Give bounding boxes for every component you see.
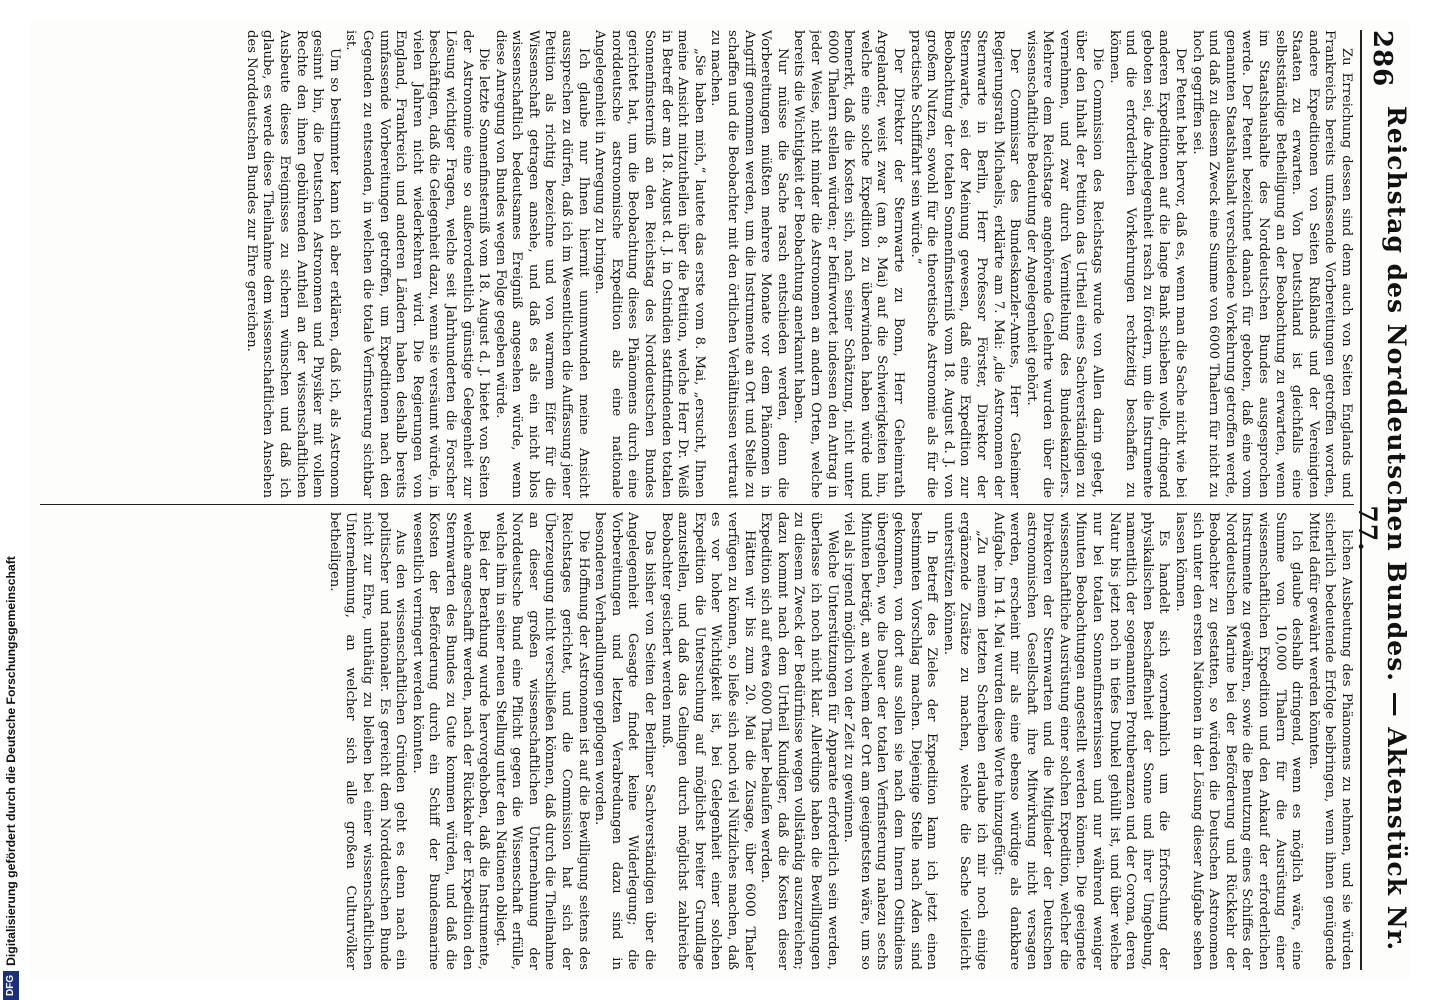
paragraph: Welche Unterstützungen für Apparate erforderlich sein werden, überlasse ich noch nicht klar. Allerdings haben die Bewilligungen zu diesem Zweck der Bedürfnisse wegen vollständig auszureichen; dazu kommt nach dem Urtheil Kundiger, daß die Kosten dieser Expedition sich auf etwa 6000 Thaler belaufen werden.: [758, 512, 840, 970]
paragraph: Hätten wir bis zum 20. Mai die Zusage, über 6000 Thaler verfügen zu können, so ließe sich noch viel Nützliches machen, daß es vor hoher Wichtigkeit ist, bei Gelegenheit einer solchen Expedition die Untersuchung auf möglichst breiter Grundlage anzustellen, und daß das Gelingen durch möglichst zahlreiche Beobachter gesichert werden muß.: [658, 512, 757, 970]
paragraph: Der Direktor der Sternwarte zu Bonn, Herr Geheimrath Argelander, weist zwar (am 8. Mai) auf die Schwierigkeiten hin, welche eine solche Expedition zu überwinden haben würde und bemerkt, daß die Kosten sich, nach seiner Schätzung, nicht unter 6000 Thalern stellen würden; er befürwortet indessen den Antrag in jeder Weise, nicht minder die Astronomen an andern Orten, welche bereits die Wichtigkeit der Beobachtung anerkannt haben.: [791, 30, 906, 498]
paragraph: Die Commission des Reichstags wurde von Allen darin gelegt, über den Inhalt der Petition das Urtheil eines Sachverständigen zu vernehmen, und zwar durch Vermittelung des Bundeskanzlers. Mehrere dem Reichstage angehörende Gelehrte wurden über die wissenschaftliche Bedeutung der Angelegenheit gehört.: [1023, 30, 1106, 498]
page-header: [1353, 30, 1411, 970]
credit-text: Digitalisierung gefördert durch die Deutsche Forschungsgemeinschaft: [4, 556, 18, 966]
page-title: Reichstag des Norddeutschen Bundes. — Aktenstück Nr. 77.: [1353, 106, 1411, 952]
document-page: [30, 20, 1410, 980]
paragraph: „Sie haben mich,“ lautete das erste vom 8. Mai, „ersucht, Ihnen meine Ansicht mitzutheilen über die Petition, welche Herr Dr. Weiß in Betreff der am 18. August d. J. in Ostindien stattfindenden totalen Sonnenfinsterniß an den Reichstag des Norddeutschen Bundes gerichtet hat, um die Beobachtung dieses Phänomens durch eine norddeutsche astronomische Expedition als eine nationale Angelegenheit in Anregung zu bringen.: [592, 30, 707, 498]
text-column-left: [40, 30, 1354, 498]
text-column-right: [40, 512, 1354, 970]
paragraph: lichen Ausbeutung des Phänomens zu nehmen, und sie würden sicherlich bedeutende Erfolge beibringen, wenn ihnen genügende Mittel dafür gewährt werden könnten.: [1305, 512, 1354, 970]
paragraph: Die Hoffnung der Astronomen ist auf die Bewilligung seitens des Reichstages gerichtet, und die Commission hat sich der Überzeugung nicht verschließen können, daß durch die Theilnahme an dieser großen wissenschaftlichen Unternehmung der Norddeutsche Bund eine Pflicht gegen die Wissenschaft erfülle, welche ihm in seiner neuen Stellung unter den Nationen obliegt.: [492, 512, 591, 970]
paragraph: Ich glaube nur Ihnen hiermit unumwunden meine Ansicht aussprechen zu dürfen, daß ich im Wesentlichen die Auffassung jener Petition als richtig bezeichne und von warmem Eifer für die Wissenschaft getragen ansehe, und daß es als ein nicht blos wissenschaftlich bedeutsames Ereigniß angesehen würde, wenn diese Anregung von Bundes wegen Folge gegeben würde.: [492, 30, 591, 498]
paragraph: Ich glaube deshalb dringend, wenn es möglich wäre, eine Summe von 10,000 Thalern für die Ausrüstung einer wissenschaftlichen Expedition und den Ankauf der erforderlichen Instrumente zu gewähren, sowie die Benutzung eines Schiffes der Norddeutschen Marine bei der Beförderung und Rückkehr der Beobachter zu gestatten, so würden die Deutschen Astronomen sich unter den ersten Nationen in der Lösung dieser Aufgabe sehen lassen können.: [1173, 512, 1305, 970]
paragraph: Um so bestimmter kann ich aber erklären, daß ich, als Astronom gesinnt bin, die Deutschen Astronomen und Physiker mit vollem Rechte den ihnen gebührenden Antheil an der wissenschaftlichen Ausbeute dieses Ereignisses zu sichern wünschen und daß ich glaube, es werde diese Theilnahme dem wissenschaftlichen Ansehen des Norddeutschen Bundes zur Ehre gereichen.: [243, 30, 342, 498]
funding-credit: [2, 556, 20, 1000]
paragraph: Es handelt sich vornehmlich um die Erforschung der physikalischen Beschaffenheit der Sonne und ihrer Umgebung, namentlich der sogenannten Protuberanzen und der Corona, deren Natur bis jetzt noch in tiefes Dunkel gehüllt ist, und über welche nur bei totalen Sonnenfinsternissen und nur während weniger Minuten Beobachtungen angestellt werden können. Die geeignete wissenschaftliche Ausrüstung einer solchen Expedition, welcher die Direktoren der Sternwarten und die Mitglieder der Deutschen astronomischen Gesellschaft ihre Mitwirkung nicht versagen werden, erscheint mir als eine ebenso würdige als dankbare Aufgabe. Im 14. Mai wurden diese Worte hinzugefügt:: [990, 512, 1172, 970]
paragraph: Aus den wissenschaftlichen Gründen geht es denn nach ein politischer und nationaler. Es gereicht dem Norddeutschen Bunde nicht zur Ehre, unthätig zu bleiben bei einer wissenschaftlichen Unternehmung, an welcher sich alle großen Culturvölker betheiligen.: [326, 512, 409, 970]
paragraph: Bei der Berathung wurde hervorgehoben, daß die Instrumente, welche angeschafft werden, nach der Rückkehr der Expedition den Sternwarten des Bundes zu Gute kommen würden, und daß die Kosten der Beförderung durch ein Schiff der Bundesmarine wesentlich verringert werden könnten.: [409, 512, 492, 970]
dfg-logo: DFG: [3, 971, 19, 1000]
paragraph: Die letzte Sonnenfinsterniß vom 18. August d. J. bietet von Seiten der Astronomie eine so außerordentlich günstige Gelegenheit zur Lösung wichtiger Fragen, welche seit Jahrhunderten die Forscher beschäftigen, daß die Gelegenheit dazu, wenn sie versäumt würde, in vielen Jahren nicht wiederkehren wird. Die Regierungen von England, Frankreich und anderen Ländern haben deshalb bereits umfassende Vorbereitungen getroffen, um Expeditionen nach den Gegenden zu entsenden, in welchen die totale Verfinsterung sichtbar ist.: [343, 30, 492, 498]
page-number: 286: [1367, 30, 1397, 88]
paragraph: In Betreff des Zieles der Expedition kann ich jetzt einen bestimmten Vorschlag machen. Diejenige Stelle nach Aden sind gekommen, von dort aus sollen sie nach dem Innern Ostindiens übergehen, wo die Dauer der totalen Verfinsterung nahezu sechs Minuten beträgt, an welchem der Ort am geeignetsten wäre, um so viel als irgend möglich von der Zeit zu gewinnen.: [841, 512, 940, 970]
paragraph: Zu Erreichung dessen sind denn auch von Seiten Englands und Frankreichs bereits umfassende Vorbereitungen getroffen worden, andere Expeditionen von Seiten Rußlands und der Vereinigten Staaten zu erwarten. Von Deutschland ist gleichfalls eine selbstständige Betheiligung an der Beobachtung zu erwarten, wenn im Staatshaushalte des Norddeutschen Bundes ausgesprochen werde. Der Petent bezeichnet danach für geboten, daß eine vom genannten Staatshaushalt verschiedene Vorkehrung getroffen werde, und daß zu diesem Zweck eine Summe von 6000 Thalern für nicht zu hoch gegriffen sei.: [1189, 30, 1354, 498]
column-divider: [40, 504, 1354, 505]
paragraph: Nur müsse die Sache rasch entschieden werden, denn die Vorbereitungen müßten mehrere Monate vor dem Phänomen in Angriff genommen werden, um die Instrumente an Ort und Stelle zu schaffen und die Beobachter mit den örtlichen Verhältnissen vertraut zu machen.: [708, 30, 790, 498]
paragraph: Der Petent hebt hervor, daß es, wenn man die Sache nicht wie bei anderen Expeditionen auf die lange Bank schieben wolle, dringend geboten sei, die Angelegenheit rasch zu fördern, um die Instrumente und die erforderlichen Vorkehrungen rechtzeitig beschaffen zu können.: [1106, 30, 1189, 498]
paragraph: „Zu meinem letzten Schreiben erlaube ich mir noch einige ergänzende Zusätze zu machen, welche die Sache vielleicht unterstützen können.: [940, 512, 989, 970]
paragraph: Das bisher von Seiten der Berliner Sachverständigen über die Angelegenheit Gesagte findet keine Widerlegung; die Vorbereitungen und letzten Verabredungen dazu sind in besonderen Verhandlungen gepflogen worden.: [592, 512, 658, 970]
paragraph: Der Commissar des Bundeskanzler-Amtes, Herr Geheimer Regierungsrath Michaelis, erklärte am 7. Mai: „die Astronomen der Sternwarte in Berlin, Herr Professor Förster, Direktor der Sternwarte, sei der Meinung gewesen, daß eine Expedition zur Beobachtung der totalen Sonnenfinsterniß vom 18. August d. J. von großem Nutzen, sowohl für die theoretische Astronomie als für die practische Schifffahrt sein würde.“: [907, 30, 1023, 498]
